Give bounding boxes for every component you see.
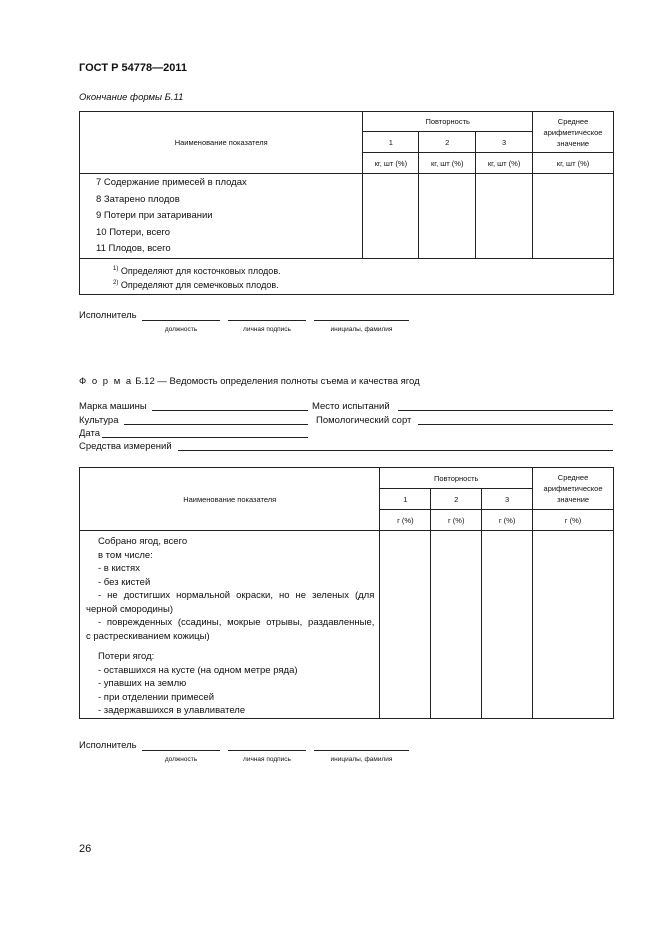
list-item: - оставшихся на кусте (на одном метре ряда) [98,664,298,676]
list-item: в том числе: [98,549,153,561]
unit-cell-2: кг, шт (%) [419,153,476,174]
form2-title: Ф о р м а Б.12 — Ведомость определения полноты съема и качества ягод [79,376,420,387]
repeat-col-2: 2 [431,489,482,510]
field-place-label: Место испытаний [312,401,390,412]
field-culture-label: Культура [79,415,119,426]
signature-line-sign [228,320,306,321]
repeat-col-2: 2 [419,132,476,153]
header-avg-cell: Среднее арифметическое значение [533,468,614,510]
value-cell [476,174,533,259]
header-repeat-cell: Повторность [380,468,533,489]
signature-line-position [142,750,220,751]
unit-cell-1: кг, шт (%) [363,153,419,174]
header-name-cell: Наименование показателя [80,468,380,531]
caption-sign: личная подпись [243,326,291,333]
document-header: ГОСТ Р 54778—2011 [79,62,187,74]
field-place-line [398,410,613,411]
value-cell [380,531,431,719]
field-date-label: Дата [79,428,101,439]
list-item: 9 Потери при затаривании [96,210,213,221]
field-sort-label: Помологический сорт [316,415,412,426]
list-item: Потери ягод: [98,651,155,662]
list-item: - без кистей [98,576,151,588]
field-date-line [102,437,308,438]
signature-line-initials [314,750,409,751]
page-number: 26 [79,843,92,855]
footnote: $^{2)}$ Определяют для семечковых плодов. [113,279,279,290]
list-item: 7 Содержание примесей в плодах [96,177,247,188]
value-cell [482,531,533,719]
list-item: - поврежденных (ссадины, мокрые отрывы, раздавленные, [98,617,375,628]
form1-table [79,111,614,295]
list-item: - в кистях [98,563,140,574]
caption-initials: инициалы, фамилия [330,756,393,763]
list-item: - не достигших нормальной окраски, но не зеленых (для [98,590,375,601]
list-item: 10 Потери, всего [96,226,171,238]
header-name-cell: Наименование показателя [80,112,363,174]
header-repeat-cell: Повторность [363,112,533,132]
repeat-col-1: 1 [363,132,419,153]
rows-cell [80,174,363,259]
header-avg-cell: Среднее арифметическое значение [533,112,614,153]
unit-cell-avg: г (%) [533,510,614,531]
field-sort-line [418,424,613,425]
field-means-line [178,450,613,451]
caption-position: должность [164,756,198,763]
signature-line-sign [228,750,306,751]
rows-cell [80,531,380,719]
list-item: черной смородины) [86,603,174,615]
list-item: - задержавшихся в улавливателе [98,705,246,716]
list-item: 8 Затарено плодов [96,193,180,205]
repeat-col-1: 1 [380,489,431,510]
footnotes-cell [80,258,614,294]
caption-sign: личная подпись [243,756,291,763]
signature-label: Исполнитель [79,740,137,751]
list-item: - при отделении примесей [98,691,215,703]
unit-cell-3: г (%) [482,510,533,531]
unit-cell-2: г (%) [431,510,482,531]
field-machine-label: Марка машины [79,401,147,412]
list-item: - упавших на землю [98,678,187,689]
value-cell [533,531,614,719]
field-culture-line [124,424,308,425]
form2-table [79,467,614,719]
list-item: 11 Плодов, всего [96,243,171,254]
repeat-col-3: 3 [482,489,533,510]
unit-cell-avg: кг, шт (%) [533,153,614,174]
value-cell [363,174,419,259]
value-cell [533,174,614,259]
field-machine-line [152,410,308,411]
caption-initials: инициалы, фамилия [330,326,393,333]
signature-line-initials [314,320,409,321]
signature-label: Исполнитель [79,310,137,321]
list-item: с растрескиванием кожицы) [86,630,210,642]
unit-cell-1: г (%) [380,510,431,531]
field-means-label: Средства измерений [79,441,172,452]
footnote: $^{1)}$ Определяют для косточковых плодов. [113,265,281,276]
unit-cell-3: кг, шт (%) [476,153,533,174]
caption-position: должность [164,326,198,333]
value-cell [419,174,476,259]
value-cell [431,531,482,719]
signature-line-position [142,320,220,321]
list-item: Собрано ягод, всего [98,536,188,547]
form-continuation-caption: Окончание формы Б.11 [79,92,184,103]
repeat-col-3: 3 [476,132,533,153]
